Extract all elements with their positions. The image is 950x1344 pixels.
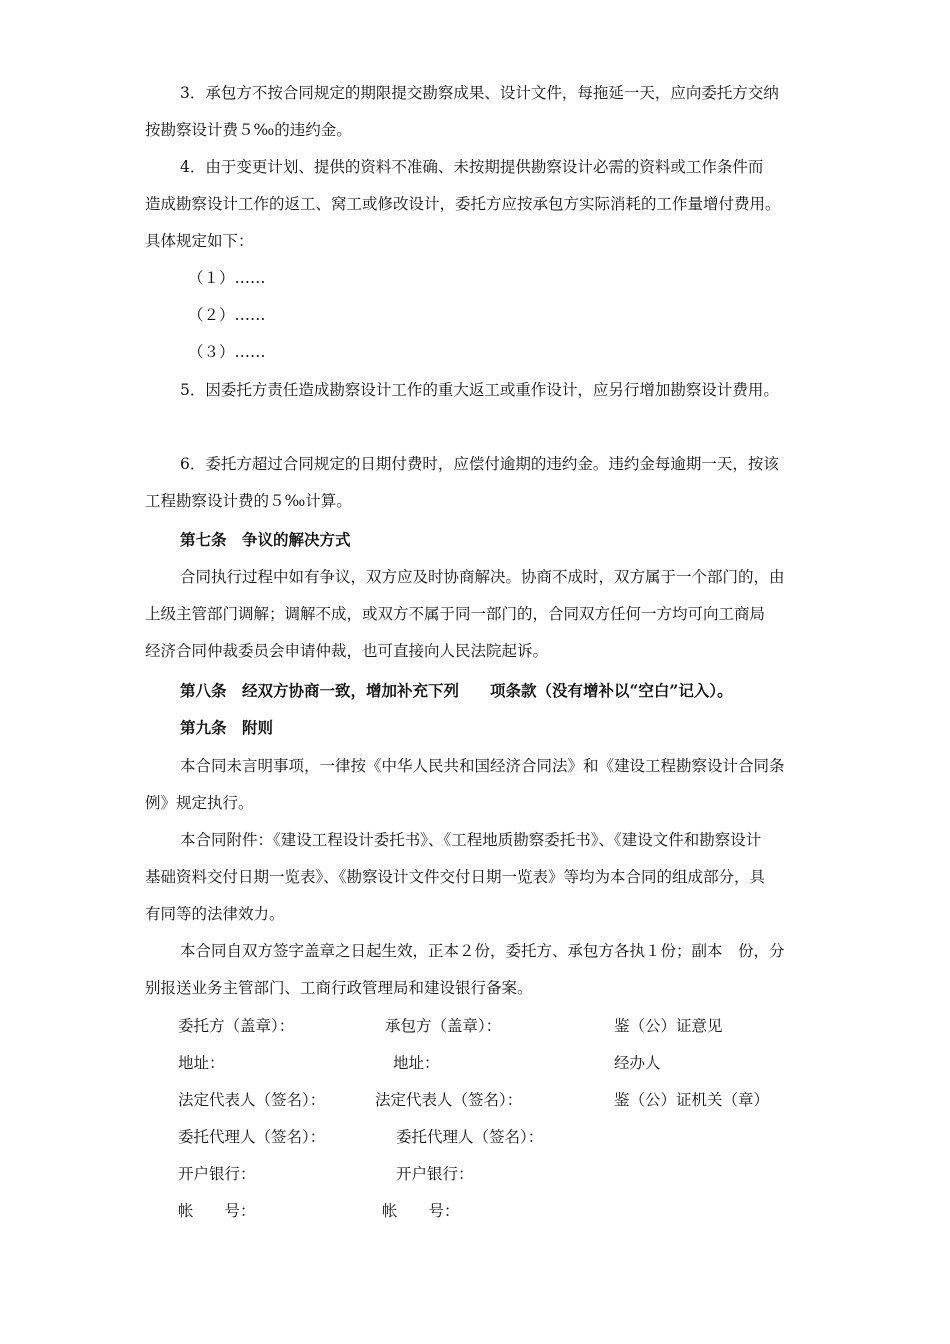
client-legal-rep-label: 法定代表人（签名）： — [178, 1091, 326, 1109]
article-9-p3-line-2: 别报送业务主管部门、工商行政管理局和建设银行备案。 — [145, 979, 533, 997]
article-7-line-3: 经济合同仲裁委员会申请仲裁，也可直接向人民法院起诉。 — [145, 642, 549, 660]
contractor-address-label: 地址： — [393, 1054, 440, 1072]
contractor-agent-label: 委托代理人（签名）： — [396, 1128, 544, 1146]
article-9-heading: 第九条 附则 — [180, 718, 274, 737]
item-3-line-2: 按勘察设计费５‰的违约金。 — [145, 121, 352, 139]
article-7-line-1: 合同执行过程中如有争议，双方应及时协商解决。协商不成时，双方属于一个部门的，由 — [180, 568, 785, 586]
client-agent-label: 委托代理人（签名）： — [178, 1128, 326, 1146]
client-address-label: 地址： — [178, 1054, 225, 1072]
article-9-p1-line-1: 本合同未言明事项，一律按《中华人民共和国经济合同法》和《建设工程勘察设计合同条 — [180, 757, 785, 775]
item-3-line-1: 3．承包方不按合同规定的期限提交勘察成果、设计文件，每拖延一天，应向委托方交纳 — [180, 84, 779, 102]
notary-authority-label: 鉴（公）证机关（章） — [614, 1091, 770, 1109]
item-6-line-1: 6．委托方超过合同规定的日期付费时，应偿付逾期的违约金。违约金每逾期一天，按该 — [180, 455, 779, 473]
item-4-line-1: 4．由于变更计划、提供的资料不准确、未按期提供勘察设计必需的资料或工作条件而 — [180, 158, 764, 176]
sub-item-2: （２）…… — [188, 306, 266, 324]
item-6-line-2: 工程勘察设计费的５‰计算。 — [145, 492, 352, 510]
client-seal-label: 委托方（盖章）： — [178, 1017, 295, 1035]
article-9-p1-line-2: 例》规定执行。 — [145, 794, 254, 812]
item-4-line-3: 具体规定如下： — [145, 232, 254, 250]
article-8-heading: 第八条 经双方协商一致，增加补充下列 项条款（没有增补以“空白”记入）。 — [180, 681, 733, 700]
client-account-label: 帐 号： — [178, 1202, 256, 1220]
article-7-heading: 第七条 争议的解决方式 — [180, 530, 351, 549]
article-9-p2-line-2: 基础资料交付日期一览表》、《勘察设计文件交付日期一览表》等均为本合同的组成部分，具 — [145, 868, 766, 886]
article-9-p2-line-3: 有同等的法律效力。 — [145, 905, 285, 923]
notary-handler-label: 经办人 — [614, 1054, 661, 1072]
contractor-seal-label: 承包方（盖章）： — [385, 1017, 502, 1035]
client-bank-label: 开户银行： — [178, 1165, 256, 1183]
item-4-line-2: 造成勘察设计工作的返工、窝工或修改设计，委托方应按承包方实际消耗的工作量增付费用。 — [145, 195, 781, 213]
item-5: 5．因委托方责任造成勘察设计工作的重大返工或重作设计，应另行增加勘察设计费用。 — [180, 381, 779, 399]
contractor-account-label: 帐 号： — [382, 1202, 460, 1220]
notary-opinion-label: 鉴（公）证意见 — [614, 1017, 723, 1035]
article-9-p2-line-1: 本合同附件：《建设工程设计委托书》、《工程地质勘察委托书》、《建设文件和勘察设计 — [180, 831, 762, 849]
contractor-legal-rep-label: 法定代表人（签名）： — [375, 1091, 523, 1109]
contractor-bank-label: 开户银行： — [396, 1165, 474, 1183]
article-7-line-2: 上级主管部门调解；调解不成，或双方不属于同一部门的，合同双方任何一方均可向工商局 — [145, 605, 766, 623]
article-9-p3-line-1: 本合同自双方签字盖章之日起生效，正本２份，委托方、承包方各执１份；副本 份，分 — [180, 942, 785, 960]
sub-item-3: （３）…… — [188, 343, 266, 361]
sub-item-1: （１）…… — [188, 269, 266, 287]
